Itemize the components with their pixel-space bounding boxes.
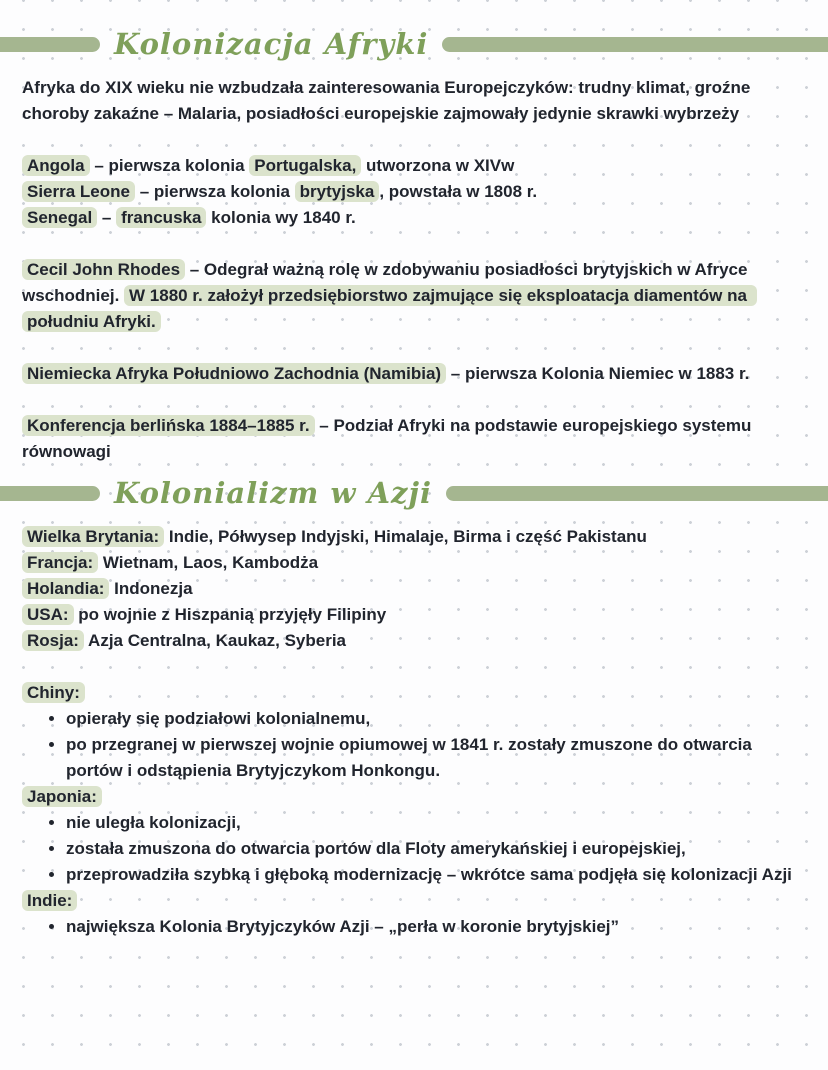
highlighted-text: Sierra Leone — [22, 181, 135, 202]
note-line — [22, 602, 806, 628]
banner-bar-right — [442, 37, 828, 52]
note-line — [22, 205, 806, 231]
bullet-item — [66, 732, 806, 784]
text-segment: Indie, Półwysep Indyjski, Himalaje, Birma i część Pakistanu — [164, 527, 647, 546]
note-line — [22, 550, 806, 576]
text-segment: – Odegrał ważną rolę w zdobywaniu posiadłości brytyjskich w Afryce wschodniej. — [22, 260, 753, 305]
text-segment: – — [97, 208, 117, 227]
highlighted-text: Konferencja berlińska 1884–1885 r. — [22, 415, 315, 436]
highlighted-text: brytyjska — [295, 181, 380, 202]
text-segment: kolonia wy 1840 r. — [206, 208, 356, 227]
text-segment: przeprowadziła szybką i głęboką modernizację – wkrótce sama podjęła się kolonizacji Azji — [66, 865, 792, 884]
section-body — [22, 524, 806, 940]
text-segment: opierały się podziałowi kolonialnemu, — [66, 709, 371, 728]
highlighted-text: Niemiecka Afryka Południowo Zachodnia (Namibia) — [22, 363, 446, 384]
section-header — [0, 27, 828, 61]
highlighted-text: Angola — [22, 155, 90, 176]
spacer — [22, 335, 806, 361]
note-line — [22, 361, 806, 387]
section-africa — [22, 27, 806, 465]
highlighted-text: Senegal — [22, 207, 97, 228]
spacer — [22, 387, 806, 413]
text-segment: Afryka do XIX wieku nie wzbudzała zainteresowania Europejczyków: trudny klimat, groźne choroby zakaźne – Malaria, posiadłości europejskie zajmowały jedynie skrawki wybrzeży — [22, 78, 756, 123]
bullet-list — [22, 914, 806, 940]
spacer — [22, 654, 806, 680]
highlighted-text: Rosja: — [22, 630, 84, 651]
text-segment: – pierwsza Kolonia Niemiec w 1883 r. — [446, 364, 750, 383]
text-segment: została zmuszona do otwarcia portów dla Floty amerykańskiej i europejskiej, — [66, 839, 686, 858]
spacer — [22, 127, 806, 153]
highlighted-text: francuska — [116, 207, 206, 228]
highlighted-text: Japonia: — [22, 786, 102, 807]
bullet-item — [66, 914, 806, 940]
banner-bar-left — [0, 37, 100, 52]
highlighted-text: Wielka Brytania: — [22, 526, 164, 547]
text-segment: największa Kolonia Brytyjczyków Azji – „perła w koronie brytyjskiej” — [66, 917, 620, 936]
bullet-list — [22, 706, 806, 784]
note-line — [22, 75, 806, 127]
highlighted-text: W 1880 r. założył przedsiębiorstwo zajmujące się eksploatacja diamentów na południu Afryki. — [22, 285, 757, 332]
bullet-list — [22, 810, 806, 888]
highlighted-text: Holandia: — [22, 578, 109, 599]
note-line — [22, 628, 806, 654]
text-segment: po wojnie z Hiszpanią przyjęły Filipiny — [73, 605, 387, 624]
section-header — [0, 476, 828, 510]
note-line — [22, 524, 806, 550]
text-segment: Indonezja — [109, 579, 193, 598]
banner-bar-right — [446, 486, 828, 501]
text-segment: – Podział Afryki na podstawie europejskiego systemu równowagi — [22, 416, 757, 461]
bullet-item — [66, 862, 806, 888]
section-asia — [22, 476, 806, 940]
note-line — [22, 153, 806, 179]
text-segment: Wietnam, Laos, Kambodża — [98, 553, 319, 572]
note-line — [22, 413, 806, 465]
section-body — [22, 75, 806, 465]
note-line — [22, 784, 806, 810]
highlighted-text: Portugalska, — [249, 155, 361, 176]
text-segment: , powstała w 1808 r. — [379, 182, 538, 201]
bullet-item — [66, 810, 806, 836]
note-line — [22, 680, 806, 706]
spacer — [22, 231, 806, 257]
highlighted-text: Francja: — [22, 552, 98, 573]
highlighted-text: Chiny: — [22, 682, 85, 703]
section-title: Kolonizacja Afryki — [114, 27, 429, 61]
text-segment: – pierwsza kolonia — [89, 156, 250, 175]
note-line — [22, 888, 806, 914]
bullet-item — [66, 706, 806, 732]
highlighted-text: Indie: — [22, 890, 77, 911]
highlighted-text: Cecil John Rhodes — [22, 259, 185, 280]
section-title: Kolonializm w Azji — [114, 476, 432, 510]
text-segment: – pierwsza kolonia — [135, 182, 295, 201]
text-segment: po przegranej w pierwszej wojnie opiumowej w 1841 r. zostały zmuszone do otwarcia portów i odstąpienia Brytyjczykom Honkongu. — [66, 735, 757, 780]
text-segment: nie uległa kolonizacji, — [66, 813, 241, 832]
note-line — [22, 179, 806, 205]
highlighted-text: USA: — [22, 604, 74, 625]
text-segment: Azja Centralna, Kaukaz, Syberia — [83, 631, 346, 650]
note-line — [22, 257, 806, 335]
text-segment: utworzona w XIVw — [361, 156, 515, 175]
banner-bar-left — [0, 486, 100, 501]
note-line — [22, 576, 806, 602]
bullet-item — [66, 836, 806, 862]
